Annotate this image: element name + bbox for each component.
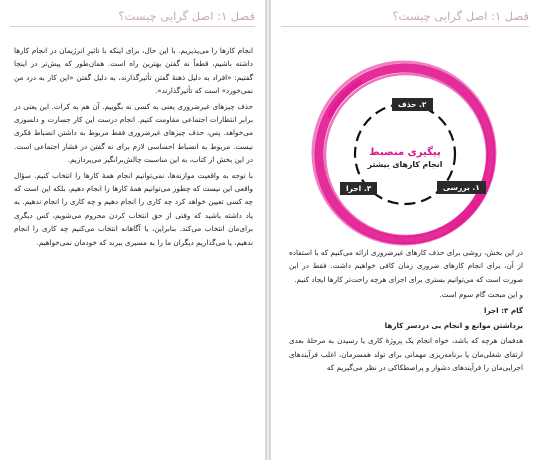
paragraph: هدفمان هرچه که باشد، خواه انجام یک پروژهٔ کاری یا رسیدن به مرحلهٔ بعدی ارتقای شغلی‌مان یا برنامه‌ریزی مهمانی برای تولد همسرمان، اغلب فرآیندهای اجرایی‌مان را فرآیندهای دشوار و پراصطکاکی در نظر می‌گیریم که xyxy=(289,336,523,373)
left-page-body xyxy=(14,44,253,251)
paragraph: انجام کارها را می‌پذیریم. با این حال، برای اینکه با تاثیرِ انرژیمان در انجام کارها داشته باشیم، قطعاً نه گفتن بهترین راه است. همان‌طور که پیش‌تر در اینجا گفتیم: «افراد به دلیل ذهنهٔ گفتن تأثیرگذارند، به دلیل گفتن «این کار به درد من نمی‌خورد» است که تأثیرگذارند». xyxy=(14,46,253,96)
sub-heading: برداشتن موانع و انجام بی دردسر کارها xyxy=(384,321,523,331)
diagram-center-subtitle: انجام کارهای بیشتر xyxy=(367,160,443,169)
right-page-body xyxy=(289,246,523,377)
diagram-center-title: پیگیری منضبط xyxy=(369,147,441,158)
chapter-header: فصل ۱: اصل گرایی چیست؟ xyxy=(10,6,255,27)
paragraph: و این مبحث گام سوم است. xyxy=(439,290,523,300)
step-label-execute: ۳. اجرا xyxy=(340,182,377,195)
step-label-review: ۱. بررسی xyxy=(437,181,486,194)
paragraph: در این بخش، روشی برای حذف کارهای غیرضروری ارائه می‌کنیم که با استفاده از آن، برای انجام کارهای ضروری زمان کافی خواهیم داشت. فقط در این صورت است که می‌توانیم بستری برای اجرای هرچه راحت‌تر کارها ایجاد کنیم. xyxy=(289,248,523,284)
paragraph: حذف چیزهای غیرضروری یعنی به کسی نه بگوییم. آن هم به کرات. این یعنی در برابر انتظارات اجتماعی مقاومت کنیم. انجام درست این کار جسارت و دلسوزی می‌خواهد. پس، حذف چیزهای غیرضروری فقط مربوط به داشتن انضباط فکری نیست. مربوط به انضباط احساسی لازم برای نه گفتن در فشار اجتماعی است. در این بخش از کتاب، به این مناسبت چالش‌برانگیز می‌پردازیم. xyxy=(14,101,253,165)
chapter-header: فصل ۱: اصل گرایی چیست؟ xyxy=(281,6,529,27)
left-page xyxy=(0,0,266,460)
step-heading: گام ۳: اجرا xyxy=(483,305,523,315)
step-label-delete: ۲. حذف xyxy=(392,98,433,111)
paragraph: با توجه به واقعیت موازنه‌ها، نمی‌توانیم انجام همهٔ کارها را انتخاب کنیم. سؤال واقعی این نیست که چطور می‌توانیم همهٔ کارها را انجام دهیم، بلکه این است که چه کسی تعیین خواهد کرد چه کاری را انجام دهیم و چه کاری را انجام ندهیم. به یاد داشته باشید که وقتی از حق انتخاب کردن محروم می‌شویم، کس دیگری برای‌مان انتخاب می‌کند. بنابراین، یا آگاهانه انتخاب می‌کنیم چه کاری را انجام ندهیم، یا می‌گذاریم دیگران ما را به مسیری ببرند که خودمان نمی‌خواهیم. xyxy=(14,170,253,247)
process-diagram xyxy=(300,46,510,261)
